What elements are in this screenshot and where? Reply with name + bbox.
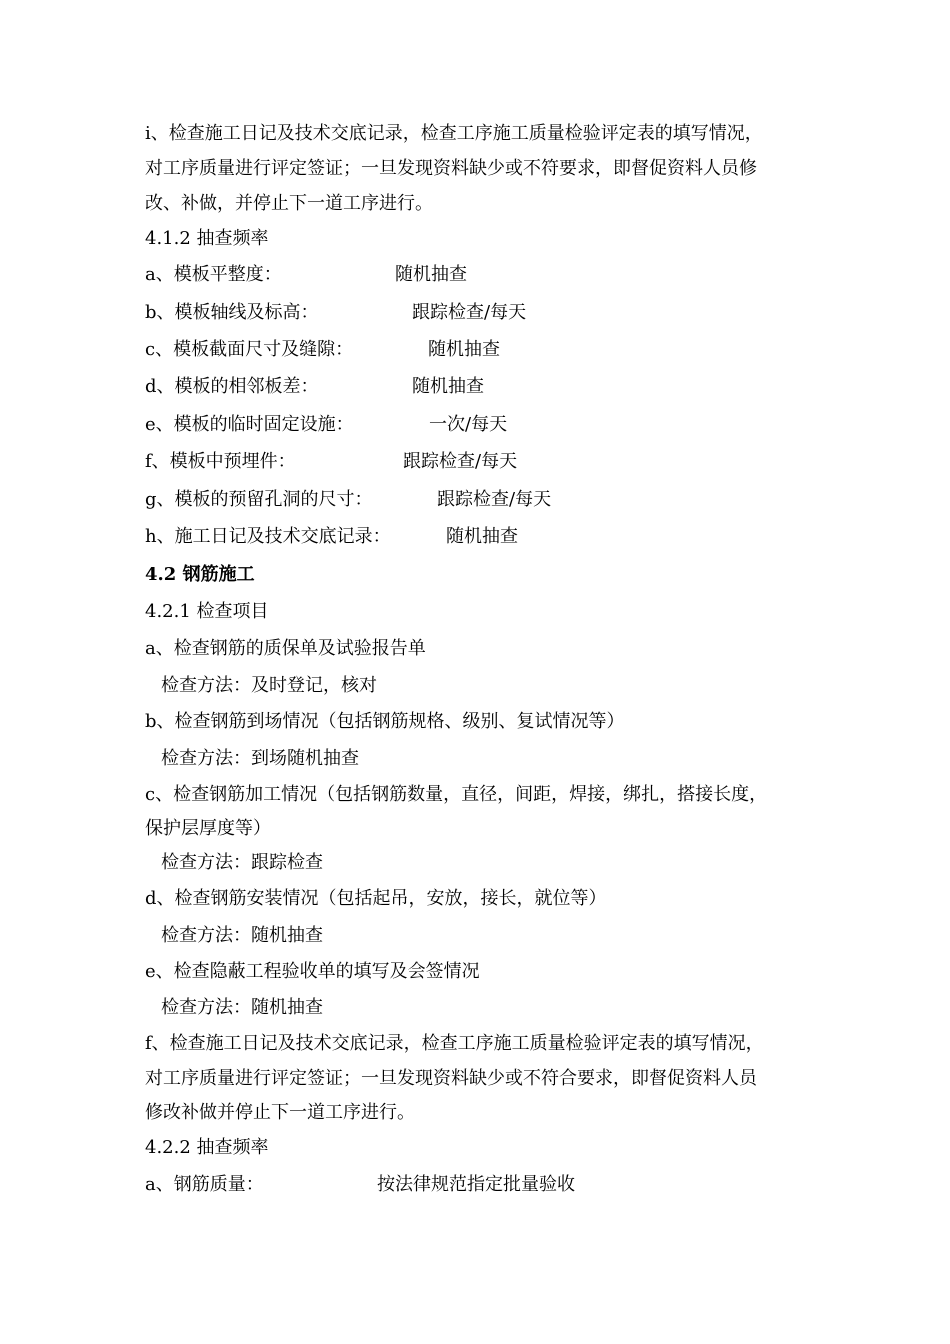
frequency-row-value: 随机抽查 bbox=[395, 264, 467, 285]
check-item-c-line-1: c、检查钢筋加工情况（包括钢筋数量，直径，间距，焊接，绑扎，搭接长度， bbox=[145, 784, 768, 805]
frequency-row-value: 随机抽查 bbox=[428, 339, 500, 360]
check-method-c: 检查方法：跟踪检查 bbox=[161, 852, 323, 873]
check-method-a: 检查方法：及时登记，核对 bbox=[161, 675, 377, 696]
check-item-f-line-3: 修改补做并停止下一道工序进行。 bbox=[145, 1102, 415, 1123]
frequency-row-label: e、模板的临时固定设施： bbox=[145, 414, 354, 435]
paragraph-item-i-line-2: 对工序质量进行评定签证；一旦发现资料缺少或不符要求，即督促资料人员修 bbox=[145, 158, 757, 179]
frequency-row-label: a、模板平整度： bbox=[145, 264, 282, 285]
frequency-row-a bbox=[145, 260, 815, 290]
frequency-row-value: 随机抽查 bbox=[446, 526, 518, 547]
frequency-row-c bbox=[145, 335, 815, 365]
check-method-e: 检查方法：随机抽查 bbox=[161, 997, 323, 1018]
frequency-row-e bbox=[145, 410, 815, 440]
frequency-row-b bbox=[145, 298, 815, 328]
frequency-row-value: 随机抽查 bbox=[412, 376, 484, 397]
frequency-row-value: 跟踪检查/每天 bbox=[437, 489, 552, 510]
heading-4-2-1: 4.2.1 检查项目 bbox=[145, 601, 269, 622]
paragraph-item-i-line-3: 改、补做，并停止下一道工序进行。 bbox=[145, 193, 433, 214]
frequency-row-f bbox=[145, 447, 815, 477]
check-item-a: a、检查钢筋的质保单及试验报告单 bbox=[145, 638, 426, 659]
check-item-b: b、检查钢筋到场情况（包括钢筋规格、级别、复试情况等） bbox=[145, 711, 625, 732]
heading-4-2: 4.2 钢筋施工 bbox=[145, 564, 255, 585]
check-item-f-line-2: 对工序质量进行评定签证；一旦发现资料缺少或不符合要求，即督促资料人员 bbox=[145, 1068, 757, 1089]
frequency-row-label: b、模板轴线及标高： bbox=[145, 302, 319, 323]
frequency-row-steel-a bbox=[145, 1170, 815, 1200]
heading-4-2-2: 4.2.2 抽查频率 bbox=[145, 1137, 269, 1158]
check-method-d: 检查方法：随机抽查 bbox=[161, 925, 323, 946]
frequency-row-label: d、模板的相邻板差： bbox=[145, 376, 319, 397]
check-method-b: 检查方法：到场随机抽查 bbox=[161, 748, 359, 769]
frequency-row-value: 跟踪检查/每天 bbox=[403, 451, 518, 472]
frequency-row-d bbox=[145, 372, 815, 402]
frequency-row-value: 跟踪检查/每天 bbox=[412, 302, 527, 323]
frequency-row-label: h、施工日记及技术交底记录： bbox=[145, 526, 391, 547]
paragraph-item-i-line-1: i、检查施工日记及技术交底记录，检查工序施工质量检验评定表的填写情况， bbox=[145, 123, 763, 144]
frequency-row-label: a、钢筋质量： bbox=[145, 1174, 264, 1195]
check-item-c-line-2: 保护层厚度等） bbox=[145, 818, 271, 839]
check-item-d: d、检查钢筋安装情况（包括起吊，安放，接长，就位等） bbox=[145, 888, 607, 909]
frequency-row-label: c、模板截面尺寸及缝隙： bbox=[145, 339, 354, 360]
frequency-row-value: 按法律规范指定批量验收 bbox=[377, 1174, 575, 1195]
heading-4-1-2: 4.1.2 抽查频率 bbox=[145, 228, 269, 249]
frequency-row-g bbox=[145, 485, 815, 515]
frequency-row-h bbox=[145, 522, 815, 552]
check-item-e: e、检查隐蔽工程验收单的填写及会签情况 bbox=[145, 961, 480, 982]
check-item-f-line-1: f、检查施工日记及技术交底记录，检查工序施工质量检验评定表的填写情况， bbox=[145, 1033, 764, 1054]
frequency-row-label: f、模板中预埋件： bbox=[145, 451, 296, 472]
frequency-row-label: g、模板的预留孔洞的尺寸： bbox=[145, 489, 373, 510]
frequency-row-value: 一次/每天 bbox=[429, 414, 508, 435]
